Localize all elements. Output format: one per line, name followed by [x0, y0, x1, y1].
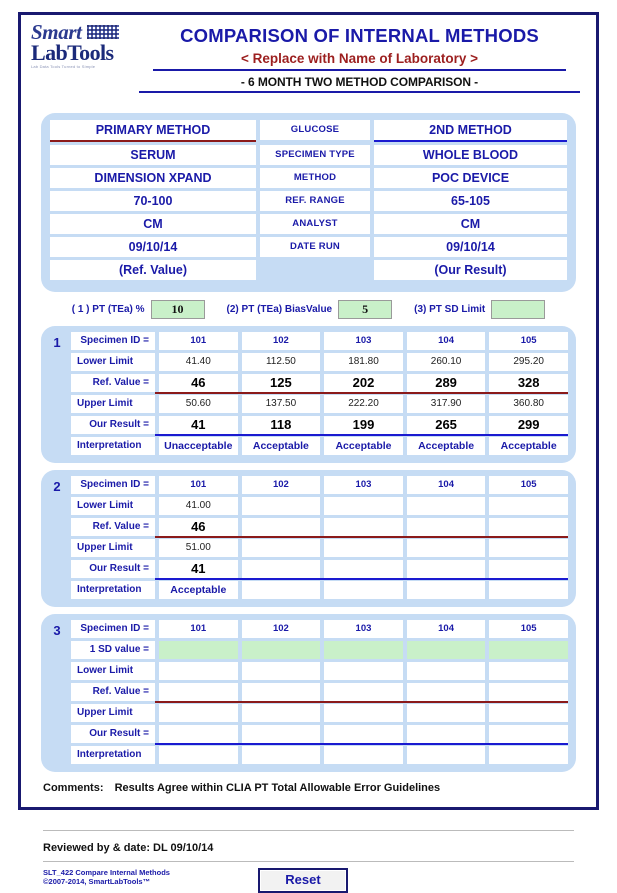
row-label: Ref. Value = [71, 683, 155, 701]
table-cell[interactable] [324, 581, 403, 599]
table-row [49, 395, 568, 413]
specimen-id-cell[interactable]: 105 [489, 620, 568, 638]
info-primary-value[interactable]: CM [50, 214, 256, 234]
specimen-id-cell[interactable]: 104 [407, 476, 486, 494]
logo-line2: LabTools [31, 40, 114, 65]
specimen-id-cell[interactable]: 103 [324, 332, 403, 350]
info-primary-value[interactable]: 09/10/14 [50, 237, 256, 257]
table-cell[interactable] [242, 497, 321, 515]
table-row [49, 581, 568, 599]
table-row [49, 620, 568, 638]
info-secondary-value[interactable]: 65-105 [374, 191, 567, 211]
comments-label: Comments: [43, 782, 104, 794]
row-label: 1 SD value = [71, 641, 155, 659]
info-field-label: DATE RUN [260, 237, 370, 257]
table-row [49, 437, 568, 455]
table-cell[interactable]: 295.20 [489, 353, 568, 371]
lab-name-field[interactable]: < Replace with Name of Laboratory > [240, 51, 479, 66]
info-secondary-value[interactable]: (Our Result) [374, 260, 567, 280]
info-field-label: GLUCOSE [260, 120, 370, 140]
row-label: Specimen ID = [71, 620, 155, 638]
table-cell[interactable] [407, 497, 486, 515]
table-cell[interactable] [489, 683, 568, 701]
page-subtitle: - 6 MONTH TWO METHOD COMPARISON - [240, 75, 479, 89]
table-cell[interactable] [242, 539, 321, 557]
info-field-label: REF. RANGE [260, 191, 370, 211]
table-cell[interactable] [407, 518, 486, 536]
table-cell[interactable] [407, 725, 486, 743]
logo-grid-icon [87, 25, 119, 39]
table-row [49, 353, 568, 371]
page-footer [43, 782, 574, 893]
info-secondary-value[interactable]: CM [374, 214, 567, 234]
pt-sd-limit-label: (3) PT SD Limit [414, 304, 486, 315]
table-cell[interactable]: 46 [159, 374, 238, 392]
info-primary-value[interactable]: 70-100 [50, 191, 256, 211]
row-label: Interpretation [71, 437, 155, 455]
table-cell[interactable] [159, 746, 238, 764]
row-label: Interpretation [71, 581, 155, 599]
table-cell[interactable] [407, 746, 486, 764]
bottom-bar [43, 868, 574, 893]
table-cell[interactable] [407, 662, 486, 680]
specimen-id-cell[interactable]: 103 [324, 476, 403, 494]
comparison-table [41, 614, 576, 772]
document-id-block [43, 868, 258, 886]
info-row [50, 145, 567, 165]
specimen-id-cell[interactable]: 102 [242, 476, 321, 494]
table-cell[interactable] [489, 539, 568, 557]
table-cell[interactable]: 299 [489, 416, 568, 434]
table-row [49, 518, 568, 536]
info-field-label: ANALYST [260, 214, 370, 234]
table-cell[interactable]: 222.20 [324, 395, 403, 413]
table-cell[interactable] [407, 641, 486, 659]
table-cell[interactable] [489, 581, 568, 599]
table-row [49, 662, 568, 680]
table-cell[interactable]: Unacceptable [159, 437, 238, 455]
table-cell[interactable] [242, 662, 321, 680]
table-group-number: 2 [53, 479, 61, 494]
specimen-id-cell[interactable]: 101 [159, 620, 238, 638]
table-cell[interactable] [324, 725, 403, 743]
table-cell[interactable]: 41.00 [159, 497, 238, 515]
pt-parameters-row [21, 300, 596, 319]
table-cell[interactable] [407, 704, 486, 722]
table-cell[interactable] [489, 662, 568, 680]
pt-sd-limit-input[interactable] [491, 300, 545, 319]
table-cell[interactable] [407, 581, 486, 599]
row-label: Our Result = [71, 560, 155, 578]
table-cell[interactable]: Acceptable [242, 437, 321, 455]
row-label: Interpretation [71, 746, 155, 764]
table-cell[interactable] [242, 560, 321, 578]
row-label: Upper Limit [71, 539, 155, 557]
reviewed-by-line[interactable]: Reviewed by & date: DL 09/10/14 [43, 842, 214, 854]
table-cell[interactable]: 202 [324, 374, 403, 392]
info-field-label: METHOD [260, 168, 370, 188]
pt-tea-percent-label: ( 1 ) PT (TEa) % [71, 304, 145, 315]
table-cell[interactable]: 46 [159, 518, 238, 536]
row-label: Lower Limit [71, 353, 155, 371]
info-field-label [260, 260, 370, 280]
table-row [49, 641, 568, 659]
table-group-number: 1 [53, 335, 61, 350]
table-cell[interactable] [324, 662, 403, 680]
table-cell[interactable] [242, 581, 321, 599]
method-info-panel [41, 113, 576, 292]
table-cell[interactable]: 41 [159, 416, 238, 434]
table-cell[interactable] [407, 539, 486, 557]
table-cell[interactable] [489, 641, 568, 659]
row-label: Upper Limit [71, 395, 155, 413]
comments-text[interactable]: Results Agree within CLIA PT Total Allowable Error Guidelines [114, 782, 441, 794]
table-row [49, 725, 568, 743]
table-cell[interactable] [159, 662, 238, 680]
copyright-notice: ©2007-2014, SmartLabTools™ [43, 877, 151, 886]
table-cell[interactable]: 260.10 [407, 353, 486, 371]
table-cell[interactable]: 360.80 [489, 395, 568, 413]
info-primary-value[interactable]: (Ref. Value) [50, 260, 256, 280]
table-cell[interactable]: 328 [489, 374, 568, 392]
specimen-id-cell[interactable]: 102 [242, 332, 321, 350]
title-divider-1 [153, 69, 566, 71]
specimen-id-cell[interactable]: 104 [407, 620, 486, 638]
table-cell[interactable] [242, 704, 321, 722]
table-cell[interactable] [324, 683, 403, 701]
page-header [21, 15, 596, 107]
table-cell[interactable] [324, 560, 403, 578]
page-title: COMPARISON OF INTERNAL METHODS [180, 25, 539, 46]
info-secondary-value[interactable]: WHOLE BLOOD [374, 145, 567, 165]
comparison-table [41, 470, 576, 607]
reset-button-wrap [258, 868, 574, 893]
table-row [49, 416, 568, 434]
logo-tagline: Lab Data Tools Turned to Simple [31, 64, 96, 69]
title-block [131, 25, 588, 93]
table-cell[interactable] [324, 746, 403, 764]
table-cell[interactable]: 181.80 [324, 353, 403, 371]
info-secondary-value[interactable]: 09/10/14 [374, 237, 567, 257]
row-label: Specimen ID = [71, 332, 155, 350]
table-cell[interactable]: Acceptable [407, 437, 486, 455]
table-cell[interactable] [324, 704, 403, 722]
table-cell[interactable]: 199 [324, 416, 403, 434]
info-primary-value[interactable]: SERUM [50, 145, 256, 165]
table-cell[interactable] [489, 497, 568, 515]
form-page [18, 12, 599, 887]
table-cell[interactable]: 50.60 [159, 395, 238, 413]
row-label: Lower Limit [71, 662, 155, 680]
table-cell[interactable]: Acceptable [159, 581, 238, 599]
table-row [49, 497, 568, 515]
info-primary-value[interactable]: PRIMARY METHOD [50, 120, 256, 142]
table-cell[interactable] [159, 725, 238, 743]
specimen-id-cell[interactable]: 102 [242, 620, 321, 638]
table-cell[interactable] [159, 641, 238, 659]
comments-line [43, 782, 574, 794]
table-cell[interactable]: 125 [242, 374, 321, 392]
info-row [50, 237, 567, 257]
pt-tea-bias-label: (2) PT (TEa) BiasValue [226, 304, 333, 315]
table-row [49, 560, 568, 578]
table-cell[interactable]: 137.50 [242, 395, 321, 413]
table-row [49, 539, 568, 557]
comparison-table [41, 326, 576, 463]
info-secondary-value[interactable]: POC DEVICE [374, 168, 567, 188]
info-field-label: SPECIMEN TYPE [260, 145, 370, 165]
table-cell[interactable] [242, 518, 321, 536]
table-row [49, 683, 568, 701]
pt-tea-percent-input[interactable]: 10 [151, 300, 205, 319]
table-cell[interactable] [242, 746, 321, 764]
table-cell[interactable]: Acceptable [324, 437, 403, 455]
table-cell[interactable]: 51.00 [159, 539, 238, 557]
info-row [50, 168, 567, 188]
table-cell[interactable] [489, 746, 568, 764]
specimen-id-cell[interactable]: 105 [489, 476, 568, 494]
table-cell[interactable]: 289 [407, 374, 486, 392]
specimen-id-cell[interactable]: 105 [489, 332, 568, 350]
document-id: SLT_422 Compare Internal Methods [43, 868, 170, 877]
table-row [49, 704, 568, 722]
row-label: Our Result = [71, 416, 155, 434]
table-cell[interactable] [159, 704, 238, 722]
table-cell[interactable]: 118 [242, 416, 321, 434]
row-label: Specimen ID = [71, 476, 155, 494]
smartlabtools-logo [31, 20, 141, 69]
info-primary-value[interactable]: DIMENSION XPAND [50, 168, 256, 188]
table-cell[interactable] [324, 539, 403, 557]
table-cell[interactable] [324, 518, 403, 536]
table-cell[interactable] [489, 704, 568, 722]
row-label: Ref. Value = [71, 374, 155, 392]
info-row [50, 191, 567, 211]
table-cell[interactable] [242, 683, 321, 701]
table-row [49, 374, 568, 392]
table-cell[interactable]: 41.40 [159, 353, 238, 371]
specimen-id-cell[interactable]: 104 [407, 332, 486, 350]
title-divider-2 [139, 91, 580, 93]
table-cell[interactable] [489, 725, 568, 743]
logo-line1: Smart [31, 20, 82, 44]
specimen-id-cell[interactable]: 101 [159, 332, 238, 350]
table-cell[interactable]: 112.50 [242, 353, 321, 371]
table-cell[interactable]: 265 [407, 416, 486, 434]
comments-divider [43, 830, 574, 831]
table-cell[interactable] [407, 560, 486, 578]
table-cell[interactable] [324, 497, 403, 515]
reviewed-divider [43, 861, 574, 862]
table-cell[interactable]: 317.90 [407, 395, 486, 413]
info-row [50, 120, 567, 142]
table-row [49, 746, 568, 764]
table-cell[interactable]: 41 [159, 560, 238, 578]
row-label: Our Result = [71, 725, 155, 743]
table-cell[interactable] [242, 725, 321, 743]
info-secondary-value[interactable]: 2ND METHOD [374, 120, 567, 142]
table-cell[interactable] [489, 518, 568, 536]
reset-button[interactable]: Reset [258, 868, 348, 893]
table-group-number: 3 [53, 623, 61, 638]
pt-tea-bias-input[interactable]: 5 [338, 300, 392, 319]
table-cell[interactable] [324, 641, 403, 659]
table-cell[interactable] [159, 683, 238, 701]
table-cell[interactable]: Acceptable [489, 437, 568, 455]
row-label: Upper Limit [71, 704, 155, 722]
table-row [49, 476, 568, 494]
info-row [50, 260, 567, 280]
row-label: Lower Limit [71, 497, 155, 515]
table-cell[interactable] [489, 560, 568, 578]
table-row [49, 332, 568, 350]
row-label: Ref. Value = [71, 518, 155, 536]
specimen-id-cell[interactable]: 101 [159, 476, 238, 494]
specimen-id-cell[interactable]: 103 [324, 620, 403, 638]
table-cell[interactable] [242, 641, 321, 659]
info-row [50, 214, 567, 234]
table-cell[interactable] [407, 683, 486, 701]
